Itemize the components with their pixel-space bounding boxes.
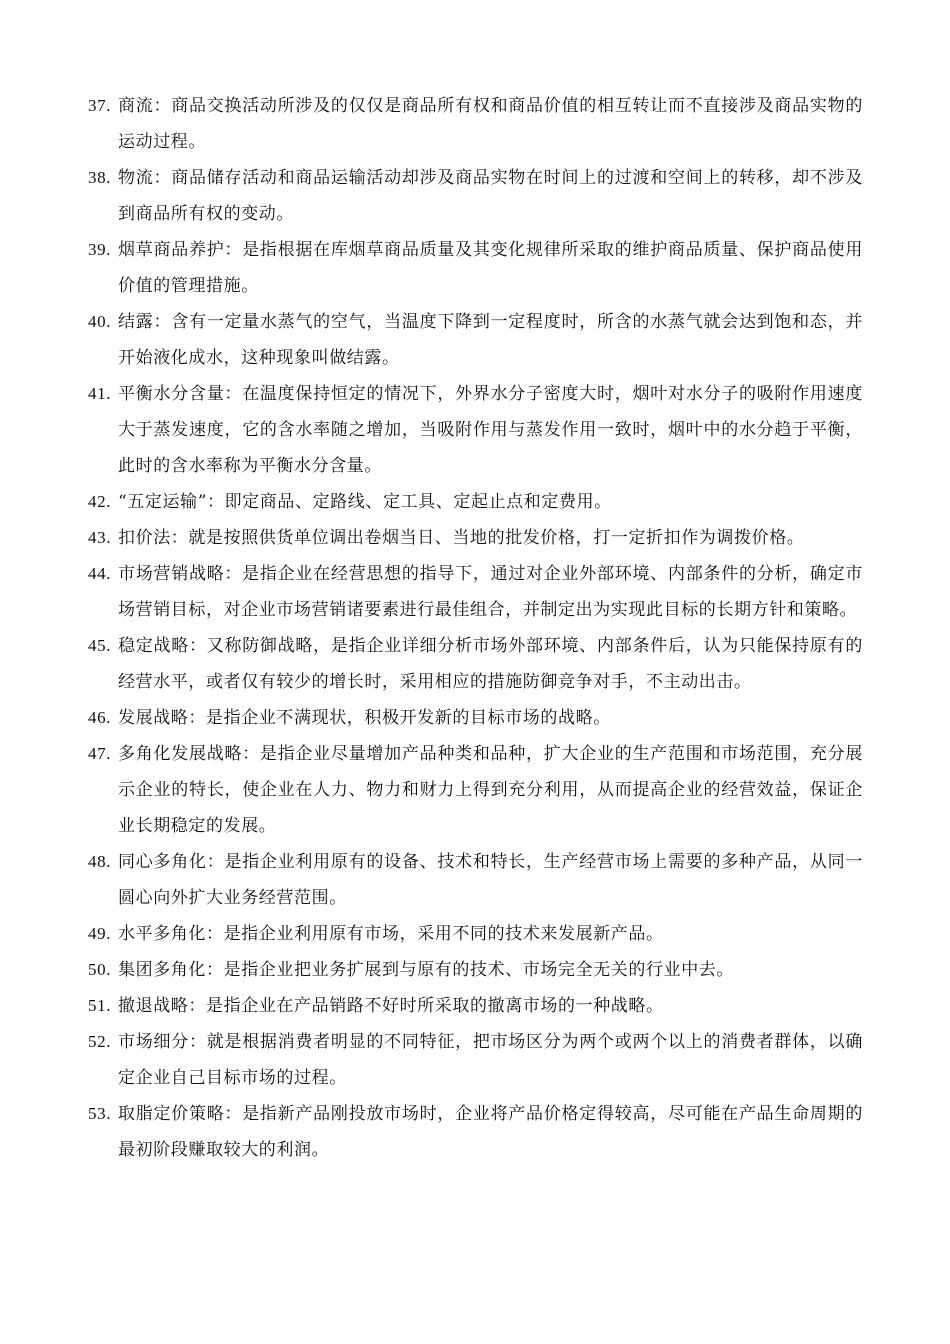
definition-entry [88,88,863,160]
entry-number: 40. [88,312,112,331]
entry-number: 41. [88,384,112,403]
entry-text: 扣价法：就是按照供货单位调出卷烟当日、当地的批发价格，打一定折扣作为调拨价格。 [118,528,805,548]
entry-text: 同心多角化：是指企业利用原有的设备、技术和特长，生产经营市场上需要的多种产品，从同一圆心向外扩大业务经营范围。 [118,852,863,908]
entry-text: 集团多角化：是指企业把业务扩展到与原有的技术、市场完全无关的行业中去。 [118,960,734,980]
entry-number: 44. [88,564,112,583]
definition-entry [88,844,863,916]
definition-entry [88,700,863,736]
entry-number: 45. [88,636,112,655]
entry-number: 43. [88,528,112,547]
definition-entry [88,520,863,556]
definition-entry [88,916,863,952]
entry-text: 撤退战略：是指企业在产品销路不好时所采取的撤离市场的一种战略。 [118,996,664,1016]
definition-entry [88,484,863,520]
definition-entry [88,988,863,1024]
entry-text: 稳定战略：又称防御战略，是指企业详细分析市场外部环境、内部条件后，认为只能保持原有的经营水平，或者仅有较少的增长时，采用相应的措施防御竞争对手，不主动出击。 [118,636,863,692]
document-page [88,88,863,1168]
entry-text: 结露：含有一定量水蒸气的空气，当温度下降到一定程度时，所含的水蒸气就会达到饱和态，并开始液化成水，这种现象叫做结露。 [118,312,863,368]
entry-number: 39. [88,240,112,259]
entry-number: 49. [88,924,112,943]
entry-number: 42. [88,492,112,511]
entry-number: 51. [88,996,112,1015]
entry-text: 烟草商品养护：是指根据在库烟草商品质量及其变化规律所采取的维护商品质量、保护商品使用价值的管理措施。 [118,240,863,296]
entry-text: 市场营销战略：是指企业在经营思想的指导下，通过对企业外部环境、内部条件的分析，确定市场营销目标，对企业市场营销诸要素进行最佳组合，并制定出为实现此目标的长期方针和策略。 [118,564,863,620]
entry-text: 水平多角化：是指企业利用原有市场，采用不同的技术来发展新产品。 [118,924,664,944]
entry-text: 发展战略：是指企业不满现状，积极开发新的目标市场的战略。 [118,708,611,728]
entry-text: 多角化发展战略：是指企业尽量增加产品种类和品种，扩大企业的生产范围和市场范围，充分展示企业的特长，使企业在人力、物力和财力上得到充分利用，从而提高企业的经营效益，保证企业长期稳定的发展。 [118,744,863,836]
entry-number: 48. [88,852,112,871]
entry-number: 53. [88,1104,112,1123]
entry-text: 物流：商品储存活动和商品运输活动却涉及商品实物在时间上的过渡和空间上的转移，却不涉及到商品所有权的变动。 [118,168,863,224]
entry-text: 市场细分：就是根据消费者明显的不同特征，把市场区分为两个或两个以上的消费者群体，以确定企业自己目标市场的过程。 [118,1032,863,1088]
entry-text: 取脂定价策略：是指新产品刚投放市场时，企业将产品价格定得较高，尽可能在产品生命周期的最初阶段赚取较大的利润。 [118,1104,863,1160]
entry-text: “五定运输”：即定商品、定路线、定工具、定起止点和定费用。 [118,492,612,512]
definition-entry [88,1096,863,1168]
definition-entry [88,232,863,304]
entry-text: 商流：商品交换活动所涉及的仅仅是商品所有权和商品价值的相互转让而不直接涉及商品实物的运动过程。 [118,96,863,152]
entry-number: 47. [88,744,112,763]
definition-entry [88,736,863,844]
definition-entry [88,628,863,700]
definition-entry [88,556,863,628]
definition-entry [88,952,863,988]
entry-number: 38. [88,168,112,187]
entry-number: 52. [88,1032,112,1051]
definition-entry [88,376,863,484]
definition-entry [88,160,863,232]
entry-text: 平衡水分含量：在温度保持恒定的情况下，外界水分子密度大时，烟叶对水分子的吸附作用速度大于蒸发速度，它的含水率随之增加，当吸附作用与蒸发作用一致时，烟叶中的水分趋于平衡，此时的含水率称为平衡水分含量。 [118,384,863,476]
entry-number: 50. [88,960,112,979]
definition-entry [88,1024,863,1096]
definition-entry [88,304,863,376]
entry-number: 37. [88,96,112,115]
entry-number: 46. [88,708,112,727]
